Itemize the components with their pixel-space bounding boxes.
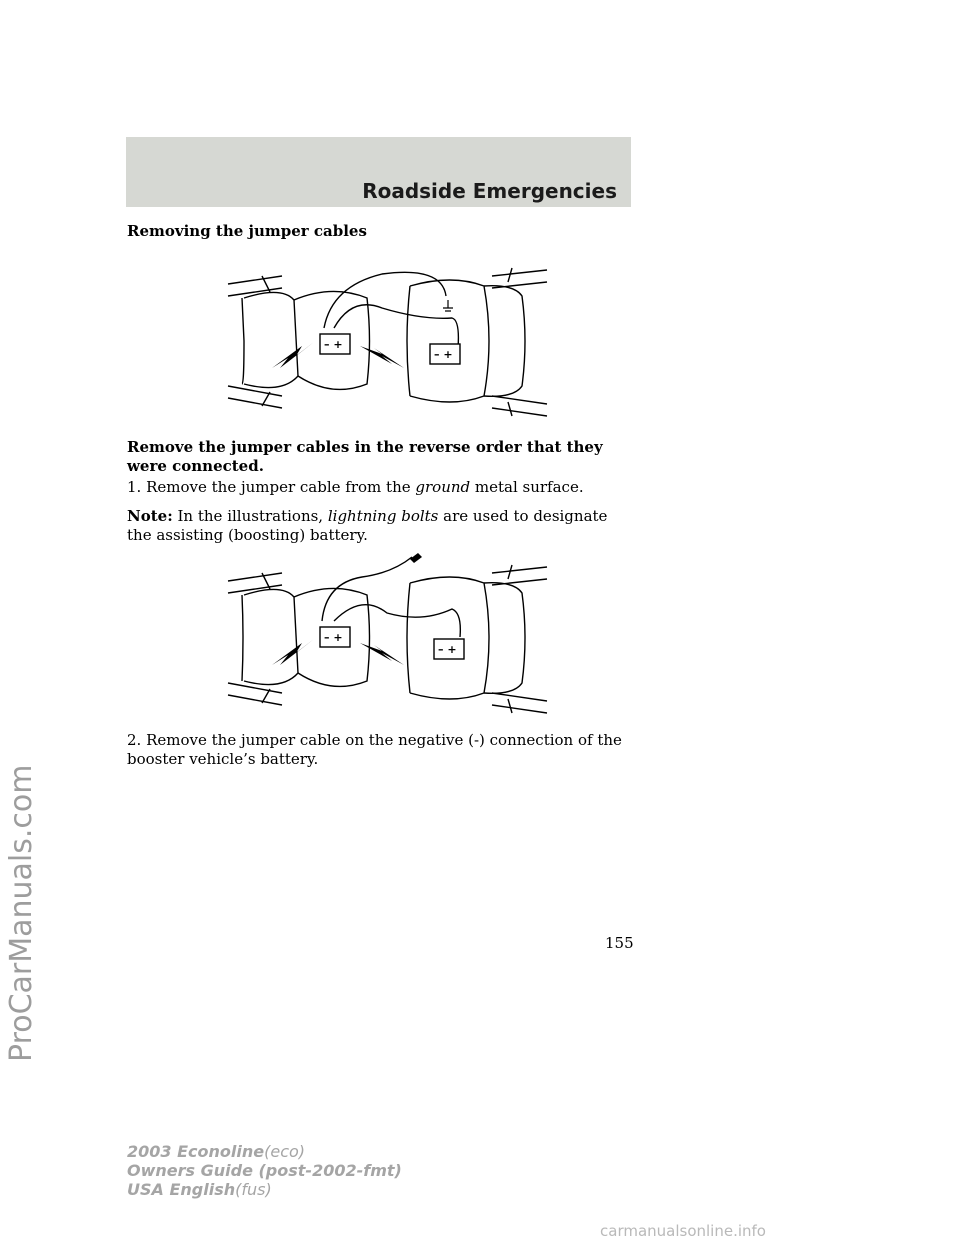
jumper-cable-figure-2: [222, 553, 552, 723]
battery-label-left: – +: [324, 338, 343, 351]
footer-metadata: 2003 Econoline(eco) Owners Guide (post-2002-fmt) USA English(fus): [127, 1142, 402, 1199]
lightning-bolt-icon: [272, 342, 314, 368]
lightning-bolt-icon: [360, 643, 404, 665]
step-1: 1. Remove the jumper cable from the ground metal surface.: [127, 478, 584, 496]
bottom-watermark: carmanualsonline.info: [600, 1222, 766, 1240]
battery-label-right: – +: [438, 643, 457, 656]
subheading: Removing the jumper cables: [127, 222, 367, 240]
lightning-bolt-icon: [360, 346, 404, 368]
jumper-cable-figure-1: [222, 256, 552, 426]
note-paragraph: Note: In the illustrations, lightning bolts are used to designate the assisting (boosting) battery.: [127, 507, 608, 544]
lightning-bolt-icon: [272, 639, 314, 665]
header-band: [126, 137, 631, 207]
page-number: 155: [605, 934, 634, 952]
bold-instruction: Remove the jumper cables in the reverse order that they were connected.: [127, 438, 603, 475]
ground-icon: [443, 300, 453, 311]
battery-label-left: – +: [324, 631, 343, 644]
step-2: 2. Remove the jumper cable on the negative (-) connection of the booster vehicle’s battery.: [127, 731, 622, 768]
battery-label-right: – +: [434, 348, 453, 361]
side-watermark: ProCarManuals.com: [4, 764, 39, 1062]
section-title: Roadside Emergencies: [362, 179, 617, 203]
